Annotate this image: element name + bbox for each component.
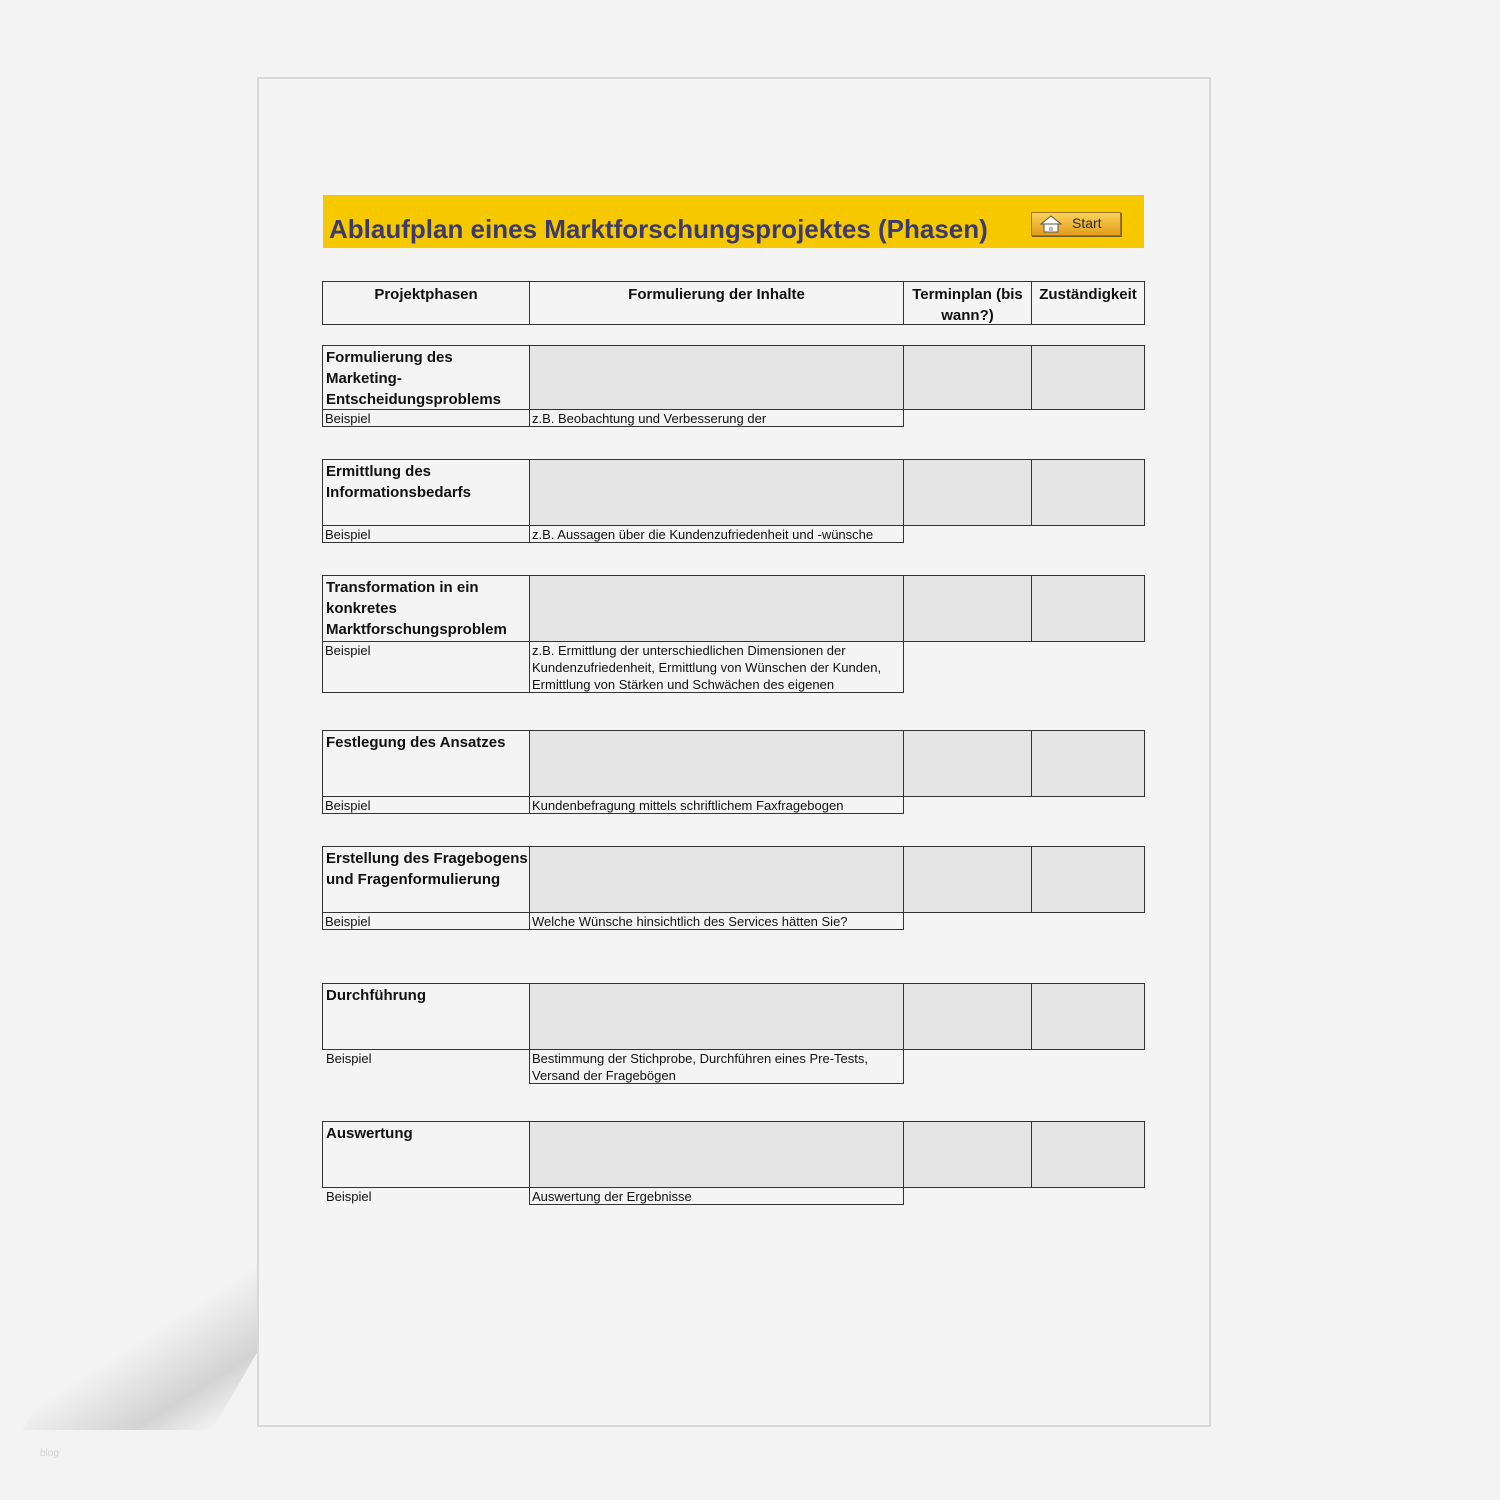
example-label: Beispiel [322,409,530,427]
phase-name: Erstellung des Fragebogens und Fragenformulierung [322,846,530,913]
phase-name: Durchführung [322,983,530,1050]
example-text: Auswertung der Ergebnisse [529,1187,904,1205]
responsibility-input[interactable] [1031,345,1145,410]
responsibility-input[interactable] [1031,459,1145,526]
deadline-input[interactable] [903,1121,1032,1188]
content-input[interactable] [529,459,904,526]
deadline-input[interactable] [903,575,1032,642]
responsibility-input[interactable] [1031,575,1145,642]
example-text: z.B. Beobachtung und Verbesserung der [529,409,904,427]
start-button[interactable] [1031,212,1121,236]
example-label: Beispiel [326,1189,372,1204]
header-zustaendigkeit: Zuständigkeit [1031,281,1145,325]
content-input[interactable] [529,730,904,797]
example-text: Bestimmung der Stichprobe, Durchführen eines Pre-Tests, Versand der Fragebögen [529,1049,904,1084]
watermark: blog [40,1448,59,1459]
page-title: Ablaufplan eines Marktforschungsprojektes (Phasen) [329,214,988,244]
responsibility-input[interactable] [1031,730,1145,797]
deadline-input[interactable] [903,345,1032,410]
example-label: Beispiel [326,1051,372,1066]
phase-name: Auswertung [322,1121,530,1188]
example-text: z.B. Aussagen über die Kundenzufriedenheit und -wünsche [529,525,904,543]
content-input[interactable] [529,846,904,913]
content-input[interactable] [529,575,904,642]
deadline-input[interactable] [903,846,1032,913]
example-text: z.B. Ermittlung der unterschiedlichen Dimensionen der Kundenzufriedenheit, Ermittlung von Wünschen der Kunden, Ermittlung von Stärken und Schwächen des eigenen [529,641,904,693]
start-button-label: Start [1072,215,1102,231]
content-input[interactable] [529,1121,904,1188]
example-label: Beispiel [322,912,530,930]
phase-name: Ermittlung des Informationsbedarfs [322,459,530,526]
phase-name: Festlegung des Ansatzes [322,730,530,797]
title-bar [323,195,1144,248]
example-label: Beispiel [322,525,530,543]
deadline-input[interactable] [903,983,1032,1050]
responsibility-input[interactable] [1031,846,1145,913]
deadline-input[interactable] [903,730,1032,797]
responsibility-input[interactable] [1031,983,1145,1050]
header-terminplan: Terminplan (bis wann?) [903,281,1032,325]
responsibility-input[interactable] [1031,1121,1145,1188]
example-label: Beispiel [322,796,530,814]
header-projektphasen: Projektphasen [322,281,530,325]
content-input[interactable] [529,345,904,410]
content-input[interactable] [529,983,904,1050]
example-label: Beispiel [322,641,530,693]
header-formulierung: Formulierung der Inhalte [529,281,904,325]
deadline-input[interactable] [903,459,1032,526]
house-icon [1038,215,1064,233]
phase-name: Transformation in ein konkretes Marktforschungsproblem [322,575,530,642]
example-text: Welche Wünsche hinsichtlich des Services hätten Sie? [529,912,904,930]
phase-name: Formulierung des Marketing-Entscheidungsproblems [322,345,530,410]
example-text: Kundenbefragung mittels schriftlichem Faxfragebogen [529,796,904,814]
document-page [257,77,1211,1427]
